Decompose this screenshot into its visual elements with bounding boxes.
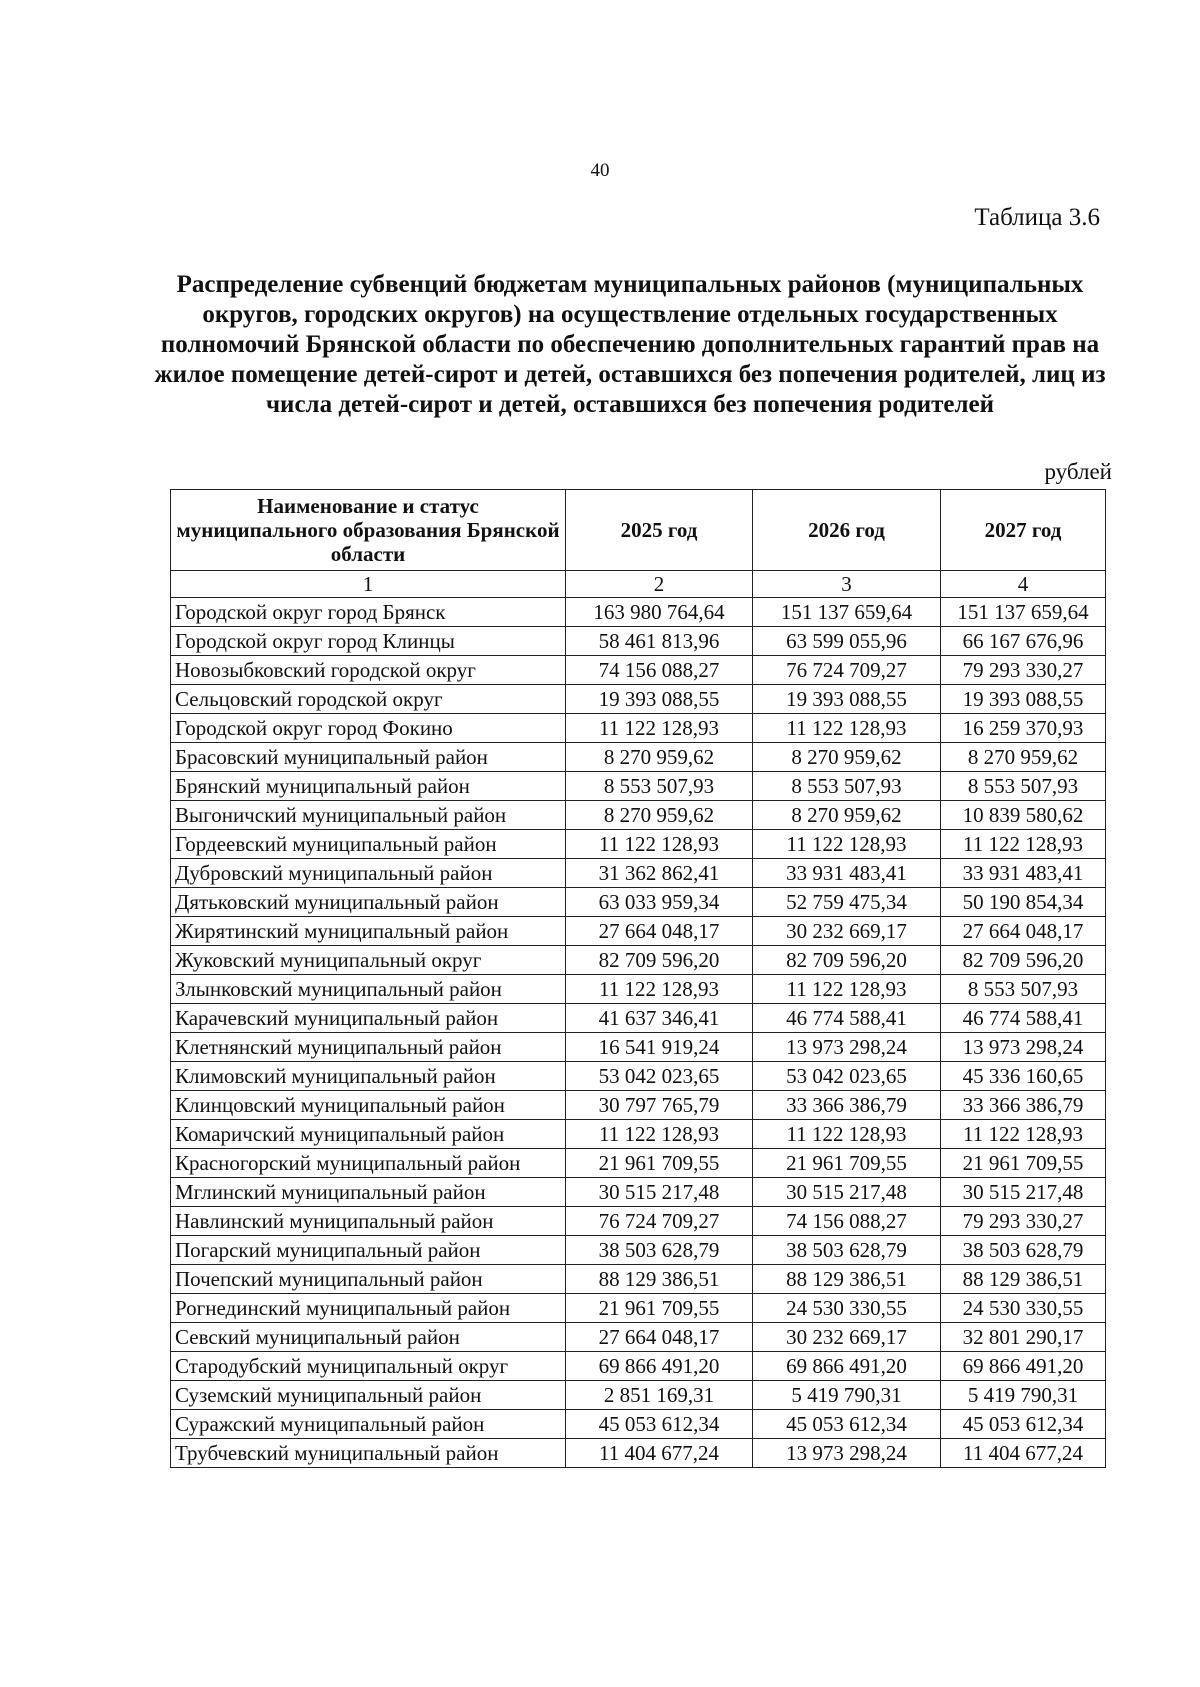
- municipality-name: Городской округ город Брянск: [171, 598, 566, 627]
- municipality-name: Дятьковский муниципальный район: [171, 888, 566, 917]
- table-row: [171, 685, 1106, 714]
- municipality-name: Суражский муниципальный район: [171, 1410, 566, 1439]
- amount-2026: 53 042 023,65: [753, 1062, 941, 1091]
- amount-2027: 8 553 507,93: [941, 772, 1106, 801]
- amount-2027: 45 053 612,34: [941, 1410, 1106, 1439]
- document-title: Распределение субвенций бюджетам муниципальных районов (муниципальных округов, городских округов) на осуществление отдельных государственных полномочий Брянской области по обеспечению дополнительных гарантий прав на жилое помещение детей-сирот и детей, оставшихся без попечения родителей, лиц из числа детей-сирот и детей, оставшихся без попечения родителей: [154, 271, 1106, 418]
- table-row: [171, 859, 1106, 888]
- amount-2026: 63 599 055,96: [753, 627, 941, 656]
- amount-2026: 5 419 790,31: [753, 1381, 941, 1410]
- amount-2026: 30 232 669,17: [753, 1323, 941, 1352]
- amount-2027: 45 336 160,65: [941, 1062, 1106, 1091]
- amount-2027: 21 961 709,55: [941, 1149, 1106, 1178]
- municipality-name: Клетнянский муниципальный район: [171, 1033, 566, 1062]
- table-row: [171, 975, 1106, 1004]
- amount-2026: 88 129 386,51: [753, 1265, 941, 1294]
- amount-2027: 27 664 048,17: [941, 917, 1106, 946]
- amount-2026: 151 137 659,64: [753, 598, 941, 627]
- amount-2026: 30 232 669,17: [753, 917, 941, 946]
- amount-2025: 76 724 709,27: [566, 1207, 753, 1236]
- table-row: [171, 1236, 1106, 1265]
- amount-2027: 33 366 386,79: [941, 1091, 1106, 1120]
- amount-2025: 45 053 612,34: [566, 1410, 753, 1439]
- municipality-name: Клинцовский муниципальный район: [171, 1091, 566, 1120]
- table-row: [171, 917, 1106, 946]
- amount-2027: 8 270 959,62: [941, 743, 1106, 772]
- amount-2027: 24 530 330,55: [941, 1294, 1106, 1323]
- amount-2027: 38 503 628,79: [941, 1236, 1106, 1265]
- amount-2026: 11 122 128,93: [753, 975, 941, 1004]
- amount-2027: 5 419 790,31: [941, 1381, 1106, 1410]
- amount-2026: 30 515 217,48: [753, 1178, 941, 1207]
- amount-2026: 13 973 298,24: [753, 1439, 941, 1468]
- amount-2027: 16 259 370,93: [941, 714, 1106, 743]
- table-row: [171, 946, 1106, 975]
- table-row: [171, 1178, 1106, 1207]
- table-row: [171, 1004, 1106, 1033]
- amount-2025: 58 461 813,96: [566, 627, 753, 656]
- table-row: [171, 598, 1106, 627]
- column-number: 3: [753, 571, 941, 598]
- municipality-name: Брянский муниципальный район: [171, 772, 566, 801]
- table-row: [171, 1033, 1106, 1062]
- amount-2025: 69 866 491,20: [566, 1352, 753, 1381]
- table-row: [171, 1410, 1106, 1439]
- amount-2025: 8 270 959,62: [566, 743, 753, 772]
- amount-2026: 82 709 596,20: [753, 946, 941, 975]
- amount-2027: 11 122 128,93: [941, 1120, 1106, 1149]
- amount-2026: 19 393 088,55: [753, 685, 941, 714]
- amount-2027: 11 122 128,93: [941, 830, 1106, 859]
- municipality-name: Комаричский муниципальный район: [171, 1120, 566, 1149]
- amount-2026: 45 053 612,34: [753, 1410, 941, 1439]
- amount-2026: 24 530 330,55: [753, 1294, 941, 1323]
- amount-2027: 50 190 854,34: [941, 888, 1106, 917]
- municipality-name: Гордеевский муниципальный район: [171, 830, 566, 859]
- amount-2027: 79 293 330,27: [941, 1207, 1106, 1236]
- municipality-name: Стародубский муниципальный округ: [171, 1352, 566, 1381]
- amount-2025: 8 270 959,62: [566, 801, 753, 830]
- municipality-name: Дубровский муниципальный район: [171, 859, 566, 888]
- amount-2025: 88 129 386,51: [566, 1265, 753, 1294]
- amount-2026: 46 774 588,41: [753, 1004, 941, 1033]
- header-name: Наименование и статус муниципального образования Брянской области: [171, 490, 566, 571]
- amount-2025: 8 553 507,93: [566, 772, 753, 801]
- amount-2025: 82 709 596,20: [566, 946, 753, 975]
- table-row: [171, 743, 1106, 772]
- municipality-name: Карачевский муниципальный район: [171, 1004, 566, 1033]
- amount-2027: 10 839 580,62: [941, 801, 1106, 830]
- amount-2027: 8 553 507,93: [941, 975, 1106, 1004]
- header-2025: 2025 год: [566, 490, 753, 571]
- amount-2025: 11 404 677,24: [566, 1439, 753, 1468]
- amount-2025: 16 541 919,24: [566, 1033, 753, 1062]
- amount-2025: 30 515 217,48: [566, 1178, 753, 1207]
- amount-2026: 8 270 959,62: [753, 743, 941, 772]
- municipality-name: Погарский муниципальный район: [171, 1236, 566, 1265]
- table-row: [171, 656, 1106, 685]
- table-row: [171, 1294, 1106, 1323]
- table-row: [171, 1439, 1106, 1468]
- table-row: [171, 830, 1106, 859]
- amount-2027: 79 293 330,27: [941, 656, 1106, 685]
- municipality-name: Городской округ город Фокино: [171, 714, 566, 743]
- header-row: [171, 490, 1106, 571]
- table-row: [171, 801, 1106, 830]
- municipality-name: Жуковский муниципальный округ: [171, 946, 566, 975]
- amount-2026: 11 122 128,93: [753, 714, 941, 743]
- table-row: [171, 1265, 1106, 1294]
- amount-2025: 30 797 765,79: [566, 1091, 753, 1120]
- amount-2027: 88 129 386,51: [941, 1265, 1106, 1294]
- amount-2025: 27 664 048,17: [566, 1323, 753, 1352]
- amount-2025: 163 980 764,64: [566, 598, 753, 627]
- table-row: [171, 1062, 1106, 1091]
- table-row: [171, 1120, 1106, 1149]
- amount-2025: 74 156 088,27: [566, 656, 753, 685]
- amount-2025: 41 637 346,41: [566, 1004, 753, 1033]
- amount-2025: 21 961 709,55: [566, 1294, 753, 1323]
- amount-2026: 13 973 298,24: [753, 1033, 941, 1062]
- table-row: [171, 772, 1106, 801]
- table-row: [171, 1091, 1106, 1120]
- municipality-name: Севский муниципальный район: [171, 1323, 566, 1352]
- amount-2025: 21 961 709,55: [566, 1149, 753, 1178]
- amount-2025: 27 664 048,17: [566, 917, 753, 946]
- amount-2025: 11 122 128,93: [566, 975, 753, 1004]
- amount-2026: 33 366 386,79: [753, 1091, 941, 1120]
- amount-2026: 74 156 088,27: [753, 1207, 941, 1236]
- amount-2026: 33 931 483,41: [753, 859, 941, 888]
- amount-2027: 30 515 217,48: [941, 1178, 1106, 1207]
- municipality-name: Трубчевский муниципальный район: [171, 1439, 566, 1468]
- municipality-name: Суземский муниципальный район: [171, 1381, 566, 1410]
- subvention-table: [170, 489, 1106, 1468]
- amount-2027: 66 167 676,96: [941, 627, 1106, 656]
- amount-2027: 19 393 088,55: [941, 685, 1106, 714]
- table-row: [171, 1323, 1106, 1352]
- header-2027: 2027 год: [941, 490, 1106, 571]
- municipality-name: Городской округ город Клинцы: [171, 627, 566, 656]
- table-row: [171, 1207, 1106, 1236]
- amount-2026: 21 961 709,55: [753, 1149, 941, 1178]
- amount-2027: 69 866 491,20: [941, 1352, 1106, 1381]
- municipality-name: Мглинский муниципальный район: [171, 1178, 566, 1207]
- municipality-name: Жирятинский муниципальный район: [171, 917, 566, 946]
- table-row: [171, 1352, 1106, 1381]
- amount-2025: 31 362 862,41: [566, 859, 753, 888]
- amount-2026: 69 866 491,20: [753, 1352, 941, 1381]
- amount-2027: 11 404 677,24: [941, 1439, 1106, 1468]
- amount-2025: 2 851 169,31: [566, 1381, 753, 1410]
- table-row: [171, 1149, 1106, 1178]
- municipality-name: Новозыбковский городской округ: [171, 656, 566, 685]
- amount-2025: 63 033 959,34: [566, 888, 753, 917]
- municipality-name: Почепский муниципальный район: [171, 1265, 566, 1294]
- table-body: [171, 598, 1106, 1468]
- amount-2025: 19 393 088,55: [566, 685, 753, 714]
- amount-2026: 11 122 128,93: [753, 830, 941, 859]
- municipality-name: Злынковский муниципальный район: [171, 975, 566, 1004]
- table-row: [171, 1381, 1106, 1410]
- municipality-name: Рогнединский муниципальный район: [171, 1294, 566, 1323]
- amount-2026: 11 122 128,93: [753, 1120, 941, 1149]
- amount-2025: 11 122 128,93: [566, 1120, 753, 1149]
- column-number-row: [171, 571, 1106, 598]
- column-number: 1: [171, 571, 566, 598]
- table-row: [171, 888, 1106, 917]
- municipality-name: Красногорский муниципальный район: [171, 1149, 566, 1178]
- amount-2026: 8 270 959,62: [753, 801, 941, 830]
- municipality-name: Брасовский муниципальный район: [171, 743, 566, 772]
- amount-2027: 82 709 596,20: [941, 946, 1106, 975]
- municipality-name: Климовский муниципальный район: [171, 1062, 566, 1091]
- table-row: [171, 714, 1106, 743]
- table-row: [171, 627, 1106, 656]
- amount-2026: 52 759 475,34: [753, 888, 941, 917]
- amount-2025: 38 503 628,79: [566, 1236, 753, 1265]
- amount-2025: 53 042 023,65: [566, 1062, 753, 1091]
- units-label: рублей: [1044, 459, 1112, 484]
- amount-2025: 11 122 128,93: [566, 714, 753, 743]
- column-number: 4: [941, 571, 1106, 598]
- municipality-name: Навлинский муниципальный район: [171, 1207, 566, 1236]
- amount-2027: 13 973 298,24: [941, 1033, 1106, 1062]
- amount-2027: 32 801 290,17: [941, 1323, 1106, 1352]
- amount-2027: 33 931 483,41: [941, 859, 1106, 888]
- column-number: 2: [566, 571, 753, 598]
- amount-2026: 38 503 628,79: [753, 1236, 941, 1265]
- amount-2027: 151 137 659,64: [941, 598, 1106, 627]
- amount-2026: 76 724 709,27: [753, 656, 941, 685]
- amount-2026: 8 553 507,93: [753, 772, 941, 801]
- amount-2025: 11 122 128,93: [566, 830, 753, 859]
- table-label: Таблица 3.6: [974, 204, 1100, 231]
- municipality-name: Сельцовский городской округ: [171, 685, 566, 714]
- header-2026: 2026 год: [753, 490, 941, 571]
- page-number: 40: [590, 160, 610, 181]
- amount-2027: 46 774 588,41: [941, 1004, 1106, 1033]
- municipality-name: Выгоничский муниципальный район: [171, 801, 566, 830]
